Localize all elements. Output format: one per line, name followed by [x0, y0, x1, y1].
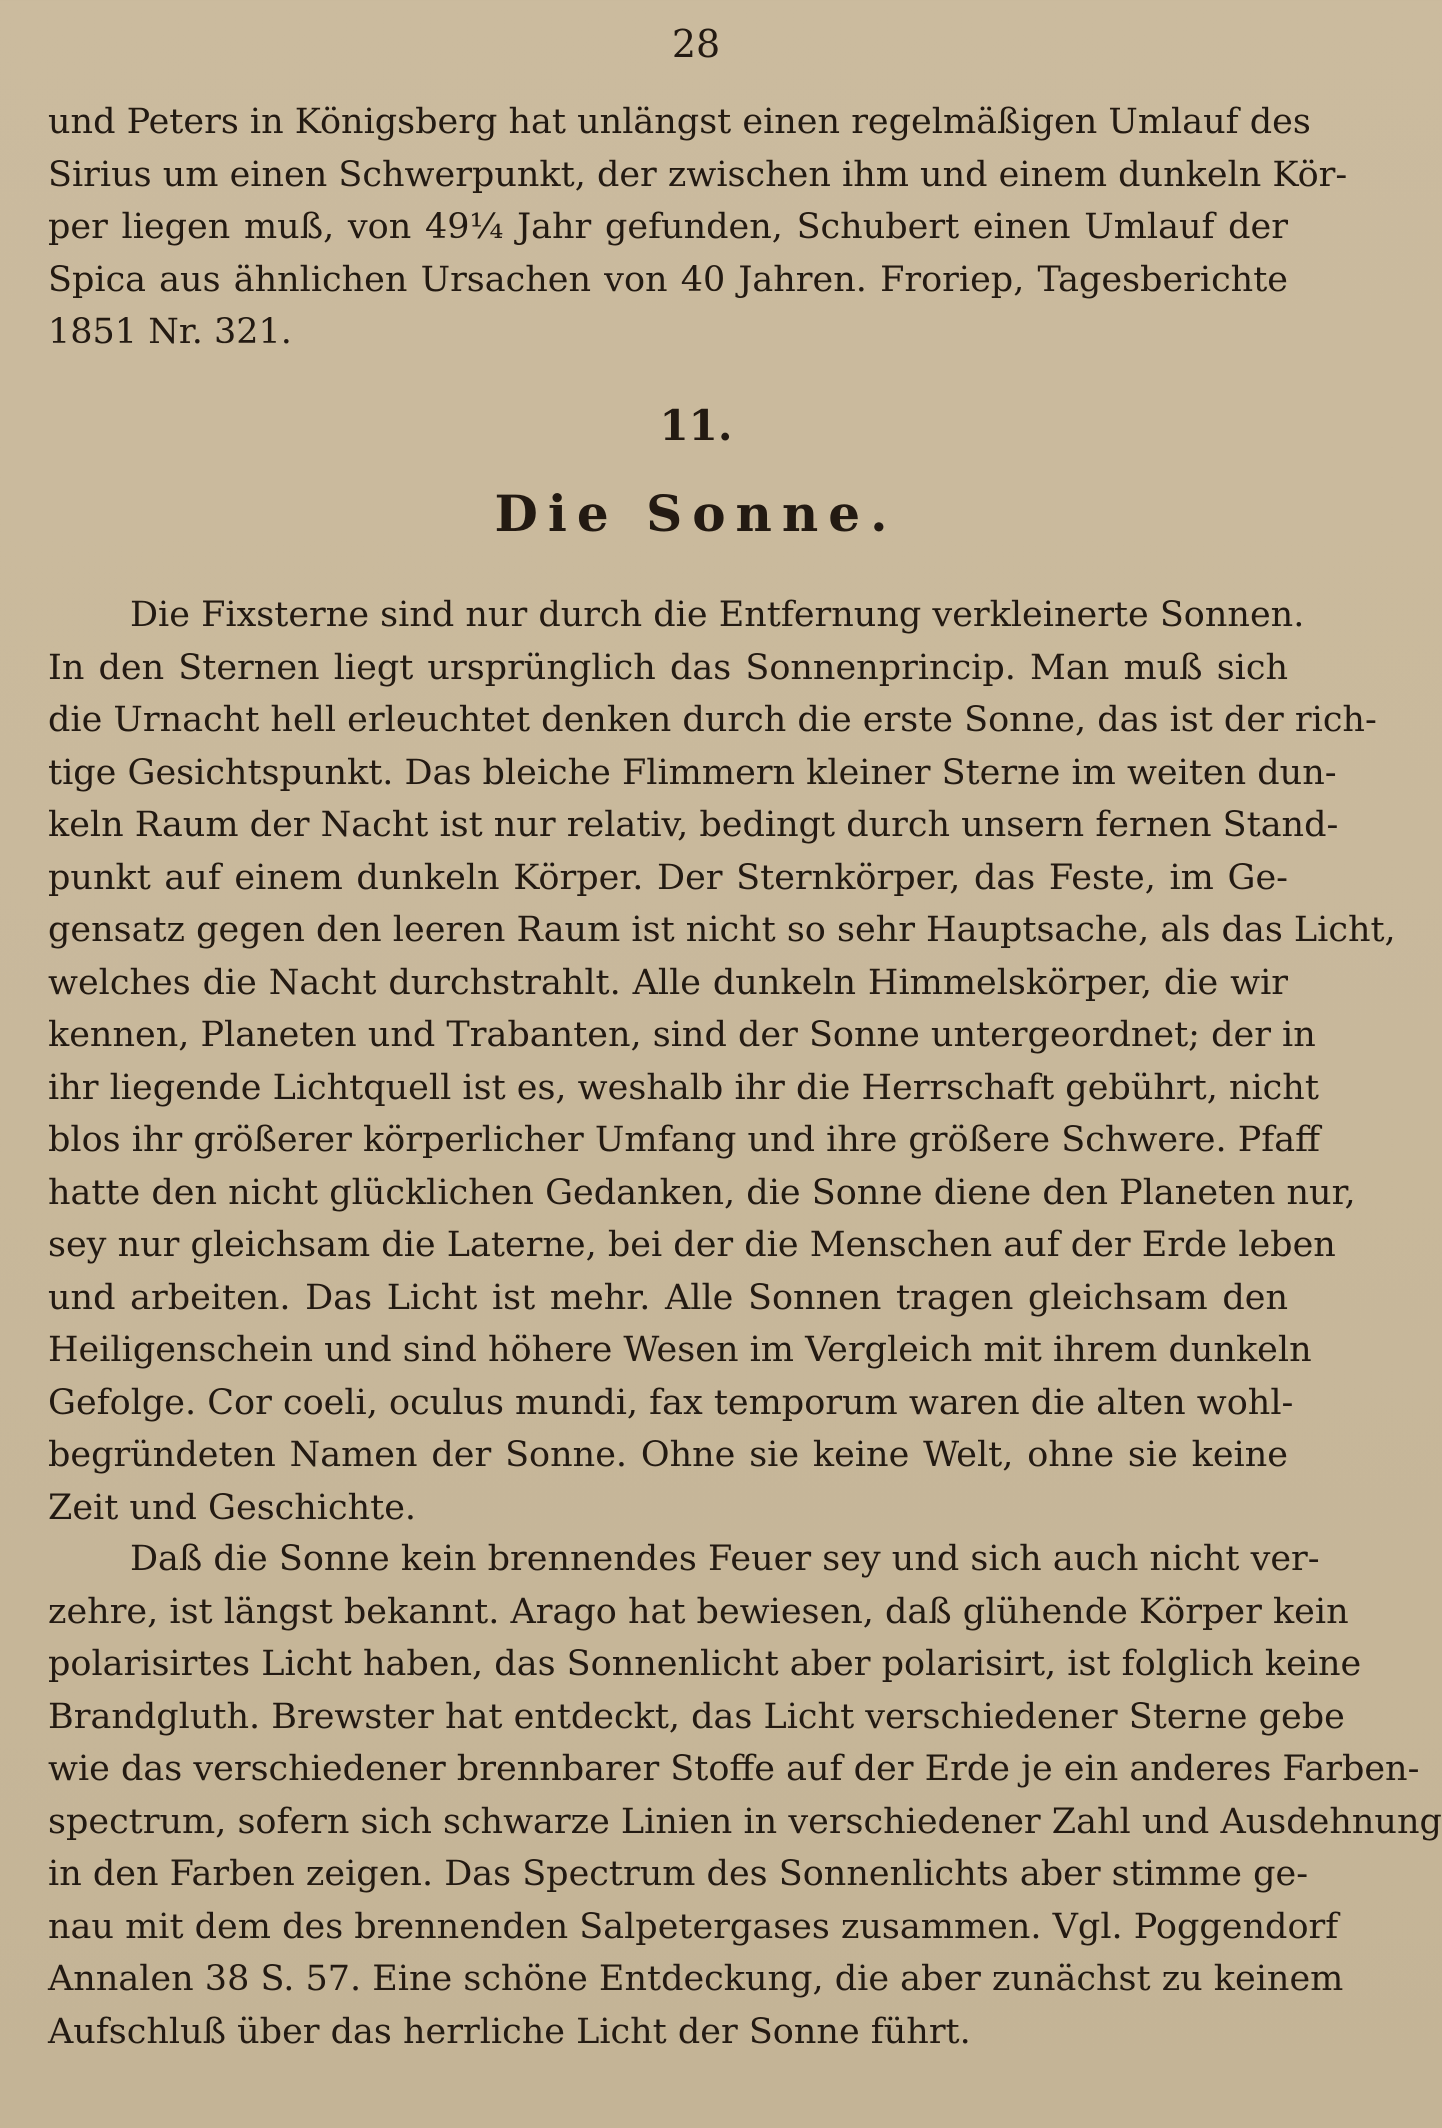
text-line: kennen, Planeten und Trabanten, sind der Sonne untergeordnet; der in [48, 1015, 1316, 1055]
text-line: die Urnacht hell erleuchtet denken durch die erste Sonne, das ist der rich- [48, 700, 1377, 740]
text-line: gensatz gegen den leeren Raum ist nicht so sehr Hauptsache, als das Licht, [48, 910, 1396, 950]
text-line: hatte den nicht glücklichen Gedanken, die Sonne diene den Planeten nur, [48, 1172, 1356, 1213]
text-line: punkt auf einem dunkeln Körper. Der Sternkörper, das Feste, im Ge- [48, 857, 1288, 898]
text-line: polarisirtes Licht haben, das Sonnenlicht aber polarisirt, ist folglich keine [48, 1644, 1362, 1684]
text-line: tige Gesichtspunkt. Das bleiche Flimmern kleiner Sterne im weiten dun- [48, 752, 1337, 793]
text-line: Spica aus ähnlichen Ursachen von 40 Jahren. Froriep, Tagesberichte [48, 259, 1288, 300]
text-line: spectrum, sofern sich schwarze Linien in verschiedener Zahl und Ausdehnung [48, 1801, 1442, 1842]
text-line: ihr liegende Lichtquell ist es, weshalb ihr die Herrschaft gebührt, nicht [48, 1067, 1319, 1108]
text-line: Sirius um einen Schwerpunkt, der zwischen ihm und einem dunkeln Kör- [48, 154, 1348, 195]
text-line: keln Raum der Nacht ist nur relativ, bedingt durch unsern fernen Stand- [48, 805, 1339, 845]
text-line: sey nur gleichsam die Laterne, bei der die Menschen auf der Erde leben [48, 1225, 1336, 1265]
paragraph-2 [48, 1533, 1442, 2058]
text-line: begründeten Namen der Sonne. Ohne sie keine Welt, ohne sie keine [48, 1435, 1288, 1475]
text-line: Heiligenschein und sind höhere Wesen im Vergleich mit ihrem dunkeln [48, 1330, 1312, 1370]
text-line: Aufschluß über das herrliche Licht der Sonne führt. [48, 2011, 971, 2052]
text-line: welches die Nacht durchstrahlt. Alle dunkeln Himmelskörper, die wir [48, 962, 1288, 1003]
text-line: Brandgluth. Brewster hat entdeckt, das Licht verschiedener Sterne gebe [48, 1696, 1345, 1737]
text-line: in den Farben zeigen. Das Spectrum des Sonnenlichts aber stimme ge- [48, 1854, 1309, 1894]
text-line: nau mit dem des brennenden Salpetergases zusammen. Vgl. Poggendorf [48, 1906, 1339, 1947]
paragraph-1 [48, 589, 1396, 1534]
text-line: Gefolge. Cor coeli, oculus mundi, fax temporum waren die alten wohl- [48, 1382, 1294, 1423]
section-title: Die Sonne. [494, 484, 898, 543]
text-line: zehre, ist längst bekannt. Arago hat bewiesen, daß glühende Körper kein [48, 1591, 1349, 1632]
page-number: 28 [671, 22, 721, 66]
text-line: wie das verschiedener brennbarer Stoffe auf der Erde je ein anderes Farben- [48, 1749, 1420, 1789]
text-line: Annalen 38 S. 57. Eine schöne Entdeckung, die aber zunächst zu keinem [48, 1959, 1344, 1999]
text-line: Zeit und Geschichte. [48, 1487, 417, 1528]
text-line: Daß die Sonne kein brennendes Feuer sey und sich auch nicht ver- [130, 1539, 1320, 1579]
text-line: In den Sternen liegt ursprünglich das Sonnenprincip. Man muß sich [48, 647, 1288, 688]
text-line: blos ihr größerer körperlicher Umfang und ihre größere Schwere. Pfaff [48, 1120, 1320, 1160]
text-line: und Peters in Königsberg hat unlängst einen regelmäßigen Umlauf des [48, 102, 1311, 142]
section-number: 11. [659, 401, 733, 450]
text-line: per liegen muß, von 49¼ Jahr gefunden, Schubert einen Umlauf der [48, 207, 1288, 247]
text-line: und arbeiten. Das Licht ist mehr. Alle Sonnen tragen gleichsam den [48, 1277, 1288, 1318]
text-line: 1851 Nr. 321. [48, 312, 292, 352]
continued-paragraph [48, 96, 1348, 359]
text-line: Die Fixsterne sind nur durch die Entfernung verkleinerte Sonnen. [130, 595, 1305, 635]
